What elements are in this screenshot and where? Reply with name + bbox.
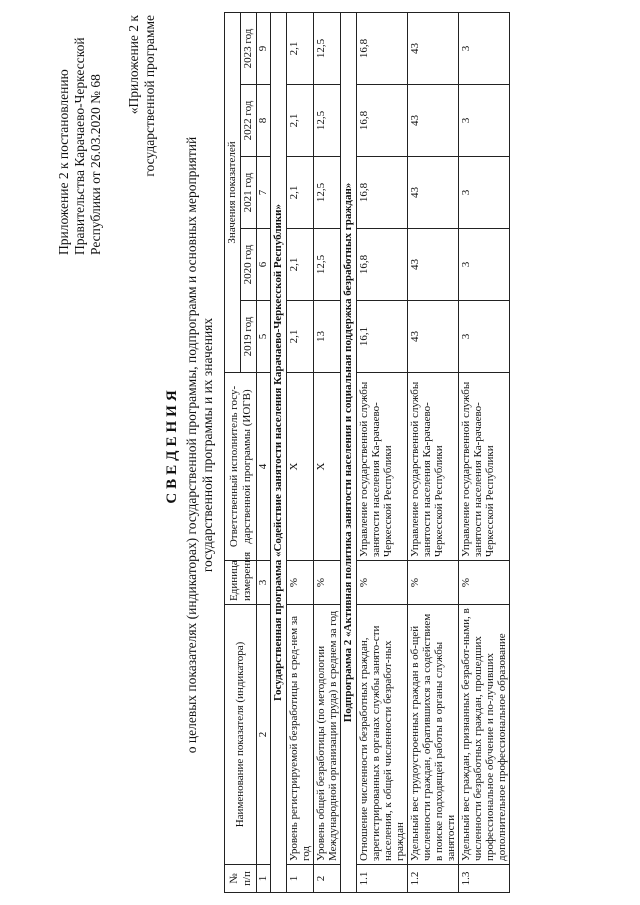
appendix2-line-2: государственной программе xyxy=(142,15,157,177)
indicator-value: 43 xyxy=(408,301,459,373)
indicator-executor: Управление государственной службы занятости населения Ка-рачаево-Черкесской Республики xyxy=(459,373,510,561)
column-number: 2 xyxy=(257,605,271,865)
indicator-unit: % xyxy=(357,561,408,605)
indicator-value: 3 xyxy=(459,157,510,229)
indicator-executor: Х xyxy=(314,373,341,561)
header-executor: Ответственный исполнитель госу-дарственной программы (ИОГВ) xyxy=(225,373,257,561)
indicator-value: 16,1 xyxy=(357,301,408,373)
indicator-value: 2,1 xyxy=(287,301,314,373)
indicator-value: 2,1 xyxy=(287,157,314,229)
indicator-value: 2,1 xyxy=(287,229,314,301)
header-name: Наименование показателя (индикатора) xyxy=(225,605,257,865)
header-values-group: Значения показателей xyxy=(225,12,241,372)
indicator-name: Удельный вес граждан, признанных безработ-ными, в численности безработных граждан, прошедших профессиональное обучение и по-лучивших дополнительное профессиональное образование xyxy=(459,605,510,865)
indicator-unit: % xyxy=(287,561,314,605)
indicator-unit: % xyxy=(314,561,341,605)
indicator-executor: Управление государственной службы занятости населения Ка-рачаево-Черкесской Республики xyxy=(357,373,408,561)
header-num: № п/п xyxy=(225,865,257,893)
column-numbers-row xyxy=(257,12,271,892)
column-number: 3 xyxy=(257,561,271,605)
indicator-unit: % xyxy=(408,561,459,605)
appendix-program-note xyxy=(126,15,158,243)
indicator-value: 3 xyxy=(459,301,510,373)
appendix-line-1: Приложение 2 к постановлению xyxy=(56,69,71,255)
indicator-value: 3 xyxy=(459,85,510,157)
document-subtitle xyxy=(184,25,216,865)
indicator-name: Отношение численности безработных граждан, зарегистрированных в органах службы занято-сти населения, к общей численности безработ-ных граждан xyxy=(357,605,408,865)
indicator-value: 12,5 xyxy=(314,85,341,157)
row-number: 1.3 xyxy=(459,865,510,893)
table-row xyxy=(408,12,459,892)
header-year: 2022 год xyxy=(241,85,257,157)
section-title-program: Государственная программа «Содействие занятости населения Карачаево-Черкесской Республики» xyxy=(271,12,287,892)
table-row xyxy=(459,12,510,892)
table-row xyxy=(357,12,408,892)
column-number: 9 xyxy=(257,12,271,84)
indicator-value: 3 xyxy=(459,12,510,84)
section-row xyxy=(341,12,357,892)
indicator-value: 43 xyxy=(408,12,459,84)
column-number: 4 xyxy=(257,373,271,561)
table-row xyxy=(314,12,341,892)
indicator-value: 43 xyxy=(408,85,459,157)
section-row xyxy=(271,12,287,892)
column-number: 8 xyxy=(257,85,271,157)
subtitle-line-1: о целевых показателях (индикаторах) государственной программы, подпрограмм и основных мероприятий xyxy=(184,136,199,754)
header-unit: Единица измерения xyxy=(225,561,257,605)
section-title-subprogram: Подпрограмма 2 «Активная политика занятости населения и социальная поддержка безработных граждан» xyxy=(341,12,357,892)
indicator-value: 2,1 xyxy=(287,12,314,84)
column-number: 7 xyxy=(257,157,271,229)
row-number: 1.1 xyxy=(357,865,408,893)
indicator-unit: % xyxy=(459,561,510,605)
indicator-name: Удельный вес трудоустроенных граждан в об-щей численности граждан, обратившихся за содействием в поиске подходящей работы в органы службы занятости xyxy=(408,605,459,865)
indicators-table xyxy=(224,12,510,893)
row-number: 1.2 xyxy=(408,865,459,893)
appendix-line-3: Республики от 26.03.2020 № 68 xyxy=(88,74,103,255)
indicator-value: 16,8 xyxy=(357,229,408,301)
appendix-header xyxy=(56,15,104,255)
column-number: 1 xyxy=(257,865,271,893)
indicator-executor: Х xyxy=(287,373,314,561)
row-number: 2 xyxy=(314,865,341,893)
appendix2-line-1: «Приложение 2 к xyxy=(126,15,141,115)
indicator-value: 16,8 xyxy=(357,85,408,157)
indicator-value: 12,5 xyxy=(314,12,341,84)
indicator-value: 13 xyxy=(314,301,341,373)
row-number: 1 xyxy=(287,865,314,893)
header-year: 2019 год xyxy=(241,301,257,373)
subtitle-line-2: государственной программы и их значениях xyxy=(200,317,215,573)
table-row xyxy=(287,12,314,892)
indicator-value: 12,5 xyxy=(314,229,341,301)
indicator-value: 16,8 xyxy=(357,12,408,84)
column-number: 5 xyxy=(257,301,271,373)
document-title: СВЕДЕНИЯ xyxy=(164,386,180,504)
header-year: 2023 год xyxy=(241,12,257,84)
indicator-name: Уровень общей безработицы (по методологии Международной организации труда) в среднем за год xyxy=(314,605,341,865)
header-year: 2021 год xyxy=(241,157,257,229)
indicator-name: Уровень регистрируемой безработицы в сред-нем за год xyxy=(287,605,314,865)
header-row xyxy=(225,12,241,892)
appendix-line-2: Правительства Карачаево-Черкесской xyxy=(72,37,87,255)
indicator-value: 16,8 xyxy=(357,157,408,229)
header-year: 2020 год xyxy=(241,229,257,301)
indicator-value: 43 xyxy=(408,157,459,229)
column-number: 6 xyxy=(257,229,271,301)
indicator-value: 3 xyxy=(459,229,510,301)
indicator-value: 43 xyxy=(408,229,459,301)
indicator-value: 2,1 xyxy=(287,85,314,157)
indicator-executor: Управление государственной службы занятости населения Ка-рачаево-Черкесской Республики xyxy=(408,373,459,561)
indicator-value: 12,5 xyxy=(314,157,341,229)
